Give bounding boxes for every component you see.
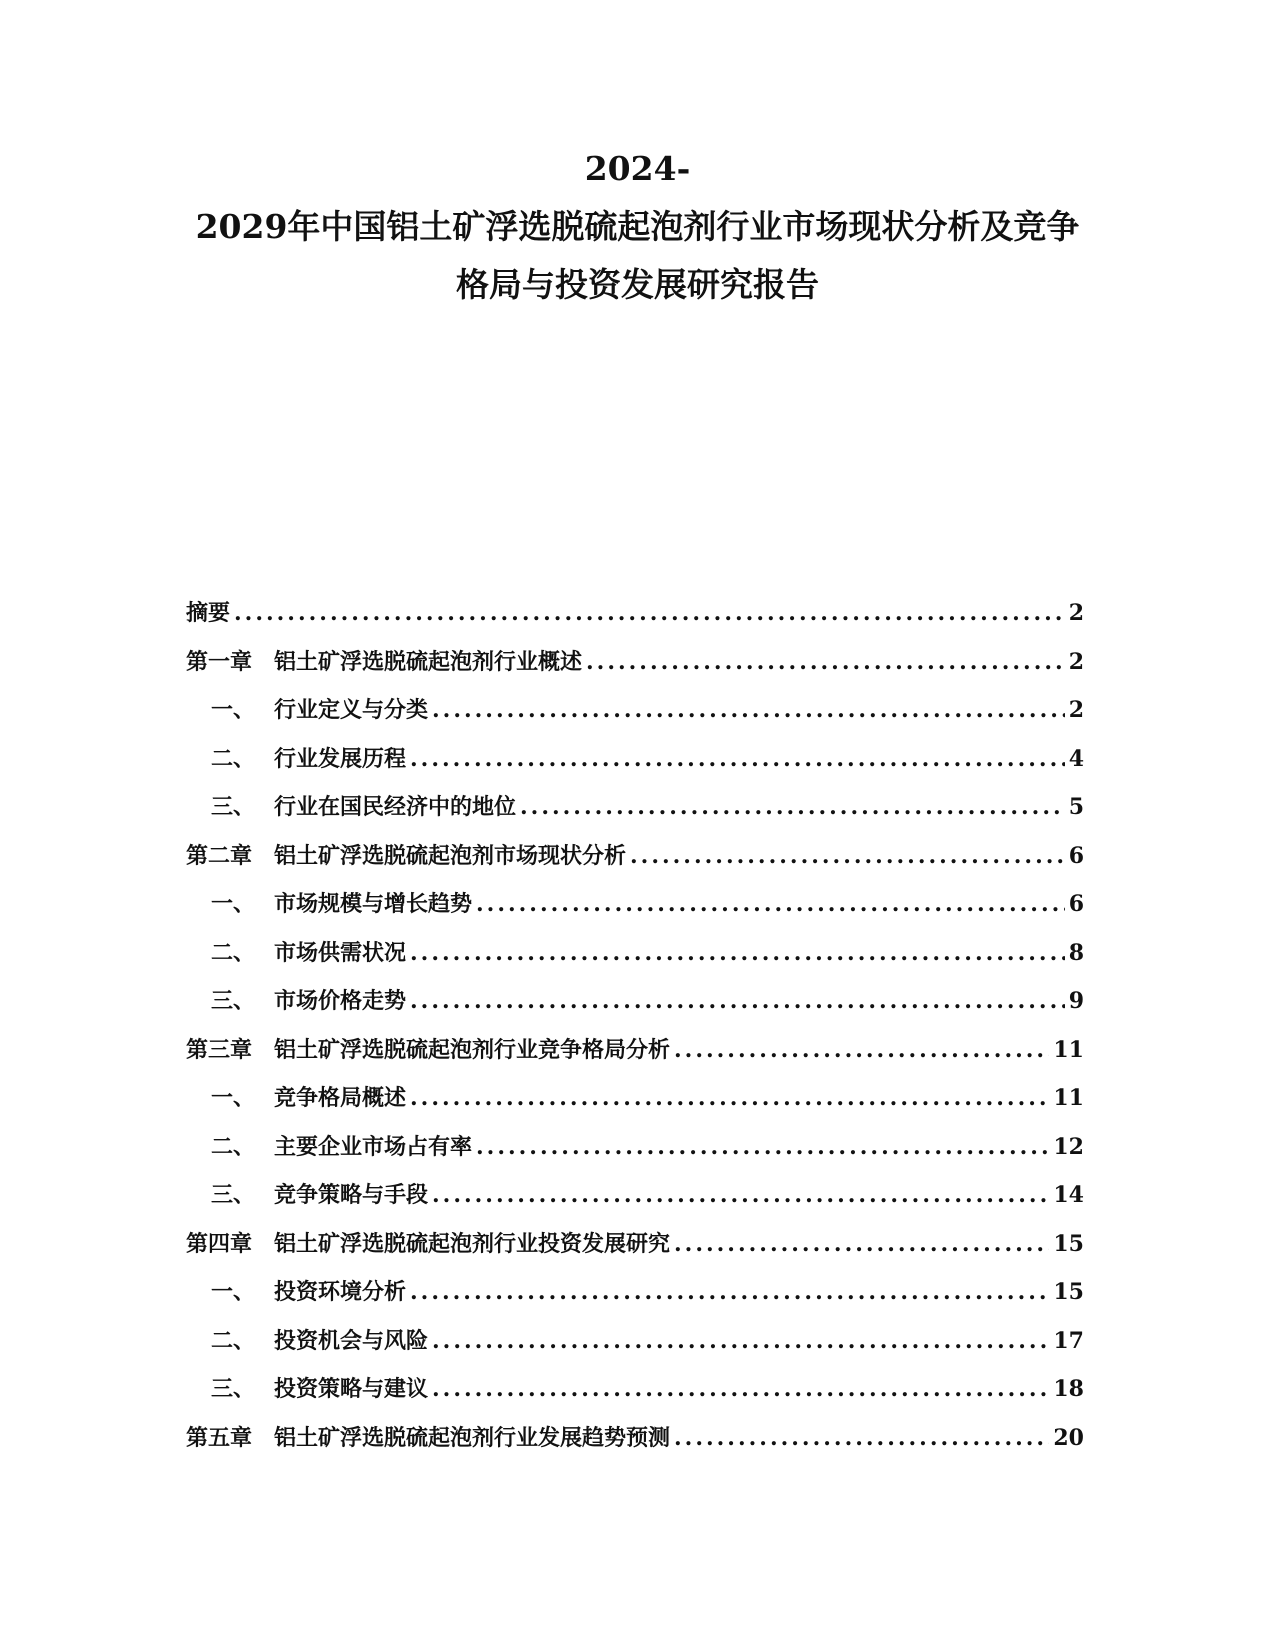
toc-entry-title: 竞争格局概述 <box>274 1085 407 1111</box>
toc-entry-number: 第二章 <box>186 842 253 869</box>
toc-dot-leader <box>476 889 1065 919</box>
toc-dot-leader <box>234 598 1065 628</box>
toc-entry-title: 铝土矿浮选脱硫起泡剂市场现状分析 <box>274 842 627 869</box>
toc-page-number: 9 <box>1068 988 1084 1014</box>
toc-entry-number: 三、 <box>211 1376 256 1402</box>
toc-dot-leader <box>432 695 1065 725</box>
toc-entry-number: 三、 <box>211 1182 256 1208</box>
toc-page-number: 6 <box>1068 842 1084 869</box>
toc-entry-number: 一、 <box>211 1085 256 1111</box>
toc-entry-number: 二、 <box>211 745 256 772</box>
toc-entry[interactable] <box>186 598 1084 647</box>
toc-entry-title: 摘要 <box>186 600 231 626</box>
toc-entry-title: 市场规模与增长趋势 <box>274 891 473 917</box>
toc-entry[interactable] <box>186 986 1084 1035</box>
toc-dot-leader <box>586 647 1065 677</box>
toc-dot-leader <box>410 744 1065 774</box>
toc-entry-title: 市场供需状况 <box>274 939 407 966</box>
toc-entry[interactable] <box>186 744 1084 793</box>
report-title <box>0 140 1275 314</box>
table-of-contents <box>186 598 1084 1471</box>
toc-entry-title: 主要企业市场占有率 <box>274 1133 473 1160</box>
toc-entry-title: 市场价格走势 <box>274 988 407 1014</box>
toc-entry-title: 竞争策略与手段 <box>274 1182 429 1208</box>
toc-entry-number: 第五章 <box>186 1424 253 1451</box>
toc-dot-leader <box>432 1180 1049 1210</box>
toc-entry[interactable] <box>186 1132 1084 1181</box>
toc-entry-title: 投资策略与建议 <box>274 1376 429 1402</box>
toc-entry-number: 一、 <box>211 697 256 723</box>
toc-entry-number: 一、 <box>211 1279 256 1305</box>
toc-entry-number: 二、 <box>211 1133 256 1160</box>
toc-dot-leader <box>674 1229 1049 1259</box>
toc-entry-title: 铝土矿浮选脱硫起泡剂行业概述 <box>274 648 583 675</box>
toc-page-number: 14 <box>1053 1182 1084 1208</box>
toc-dot-leader <box>432 1374 1049 1404</box>
toc-dot-leader <box>410 938 1065 968</box>
toc-entry-number: 二、 <box>211 939 256 966</box>
toc-dot-leader <box>630 841 1065 871</box>
toc-dot-leader <box>674 1423 1049 1453</box>
toc-entry[interactable] <box>186 1423 1084 1472</box>
toc-page-number: 8 <box>1068 939 1084 966</box>
toc-entry-number: 三、 <box>211 794 256 820</box>
toc-entry-title: 铝土矿浮选脱硫起泡剂行业竞争格局分析 <box>274 1036 671 1063</box>
toc-entry-title: 铝土矿浮选脱硫起泡剂行业投资发展研究 <box>274 1230 671 1257</box>
toc-entry[interactable] <box>186 1180 1084 1229</box>
toc-entry[interactable] <box>186 792 1084 841</box>
toc-dot-leader <box>476 1132 1049 1162</box>
title-line-2: 2029年中国铝土矿浮选脱硫起泡剂行业市场现状分析及竞争 <box>195 207 1080 246</box>
toc-entry-title: 投资机会与风险 <box>274 1327 429 1354</box>
toc-entry-number: 一、 <box>211 891 256 917</box>
toc-entry[interactable] <box>186 1374 1084 1423</box>
toc-entry[interactable] <box>186 1083 1084 1132</box>
toc-entry-number: 二、 <box>211 1327 256 1354</box>
title-line-1: 2024- <box>584 149 691 188</box>
toc-entry-title: 行业在国民经济中的地位 <box>274 794 517 820</box>
toc-entry[interactable] <box>186 889 1084 938</box>
toc-entry-title: 铝土矿浮选脱硫起泡剂行业发展趋势预测 <box>274 1424 671 1451</box>
toc-page-number: 15 <box>1053 1230 1084 1257</box>
toc-dot-leader <box>410 986 1065 1016</box>
toc-entry-number: 第三章 <box>186 1036 253 1063</box>
toc-entry[interactable] <box>186 1229 1084 1278</box>
toc-entry[interactable] <box>186 1035 1084 1084</box>
toc-entry-title: 行业定义与分类 <box>274 697 429 723</box>
toc-dot-leader <box>674 1035 1049 1065</box>
toc-page-number: 20 <box>1053 1424 1084 1451</box>
toc-page-number: 11 <box>1053 1036 1084 1063</box>
toc-entry[interactable] <box>186 938 1084 987</box>
toc-page-number: 2 <box>1068 697 1084 723</box>
toc-page-number: 18 <box>1053 1376 1084 1402</box>
toc-entry[interactable] <box>186 1277 1084 1326</box>
toc-entry-title: 行业发展历程 <box>274 745 407 772</box>
toc-page-number: 11 <box>1053 1085 1084 1111</box>
toc-entry[interactable] <box>186 647 1084 696</box>
toc-entry[interactable] <box>186 841 1084 890</box>
toc-dot-leader <box>520 792 1065 822</box>
toc-entry-number: 三、 <box>211 988 256 1014</box>
toc-page-number: 12 <box>1053 1133 1084 1160</box>
toc-entry-title: 投资环境分析 <box>274 1279 407 1305</box>
toc-entry[interactable] <box>186 695 1084 744</box>
toc-page-number: 2 <box>1068 600 1084 626</box>
toc-page-number: 15 <box>1053 1279 1084 1305</box>
toc-page-number: 4 <box>1068 745 1084 772</box>
toc-page-number: 17 <box>1053 1327 1084 1354</box>
toc-dot-leader <box>410 1277 1049 1307</box>
title-line-3: 格局与投资发展研究报告 <box>456 265 819 304</box>
toc-dot-leader <box>410 1083 1049 1113</box>
toc-entry-number: 第四章 <box>186 1230 253 1257</box>
toc-entry[interactable] <box>186 1326 1084 1375</box>
toc-entry-number: 第一章 <box>186 648 253 675</box>
toc-page-number: 6 <box>1068 891 1084 917</box>
toc-page-number: 2 <box>1068 648 1084 675</box>
toc-page-number: 5 <box>1068 794 1084 820</box>
toc-dot-leader <box>432 1326 1049 1356</box>
